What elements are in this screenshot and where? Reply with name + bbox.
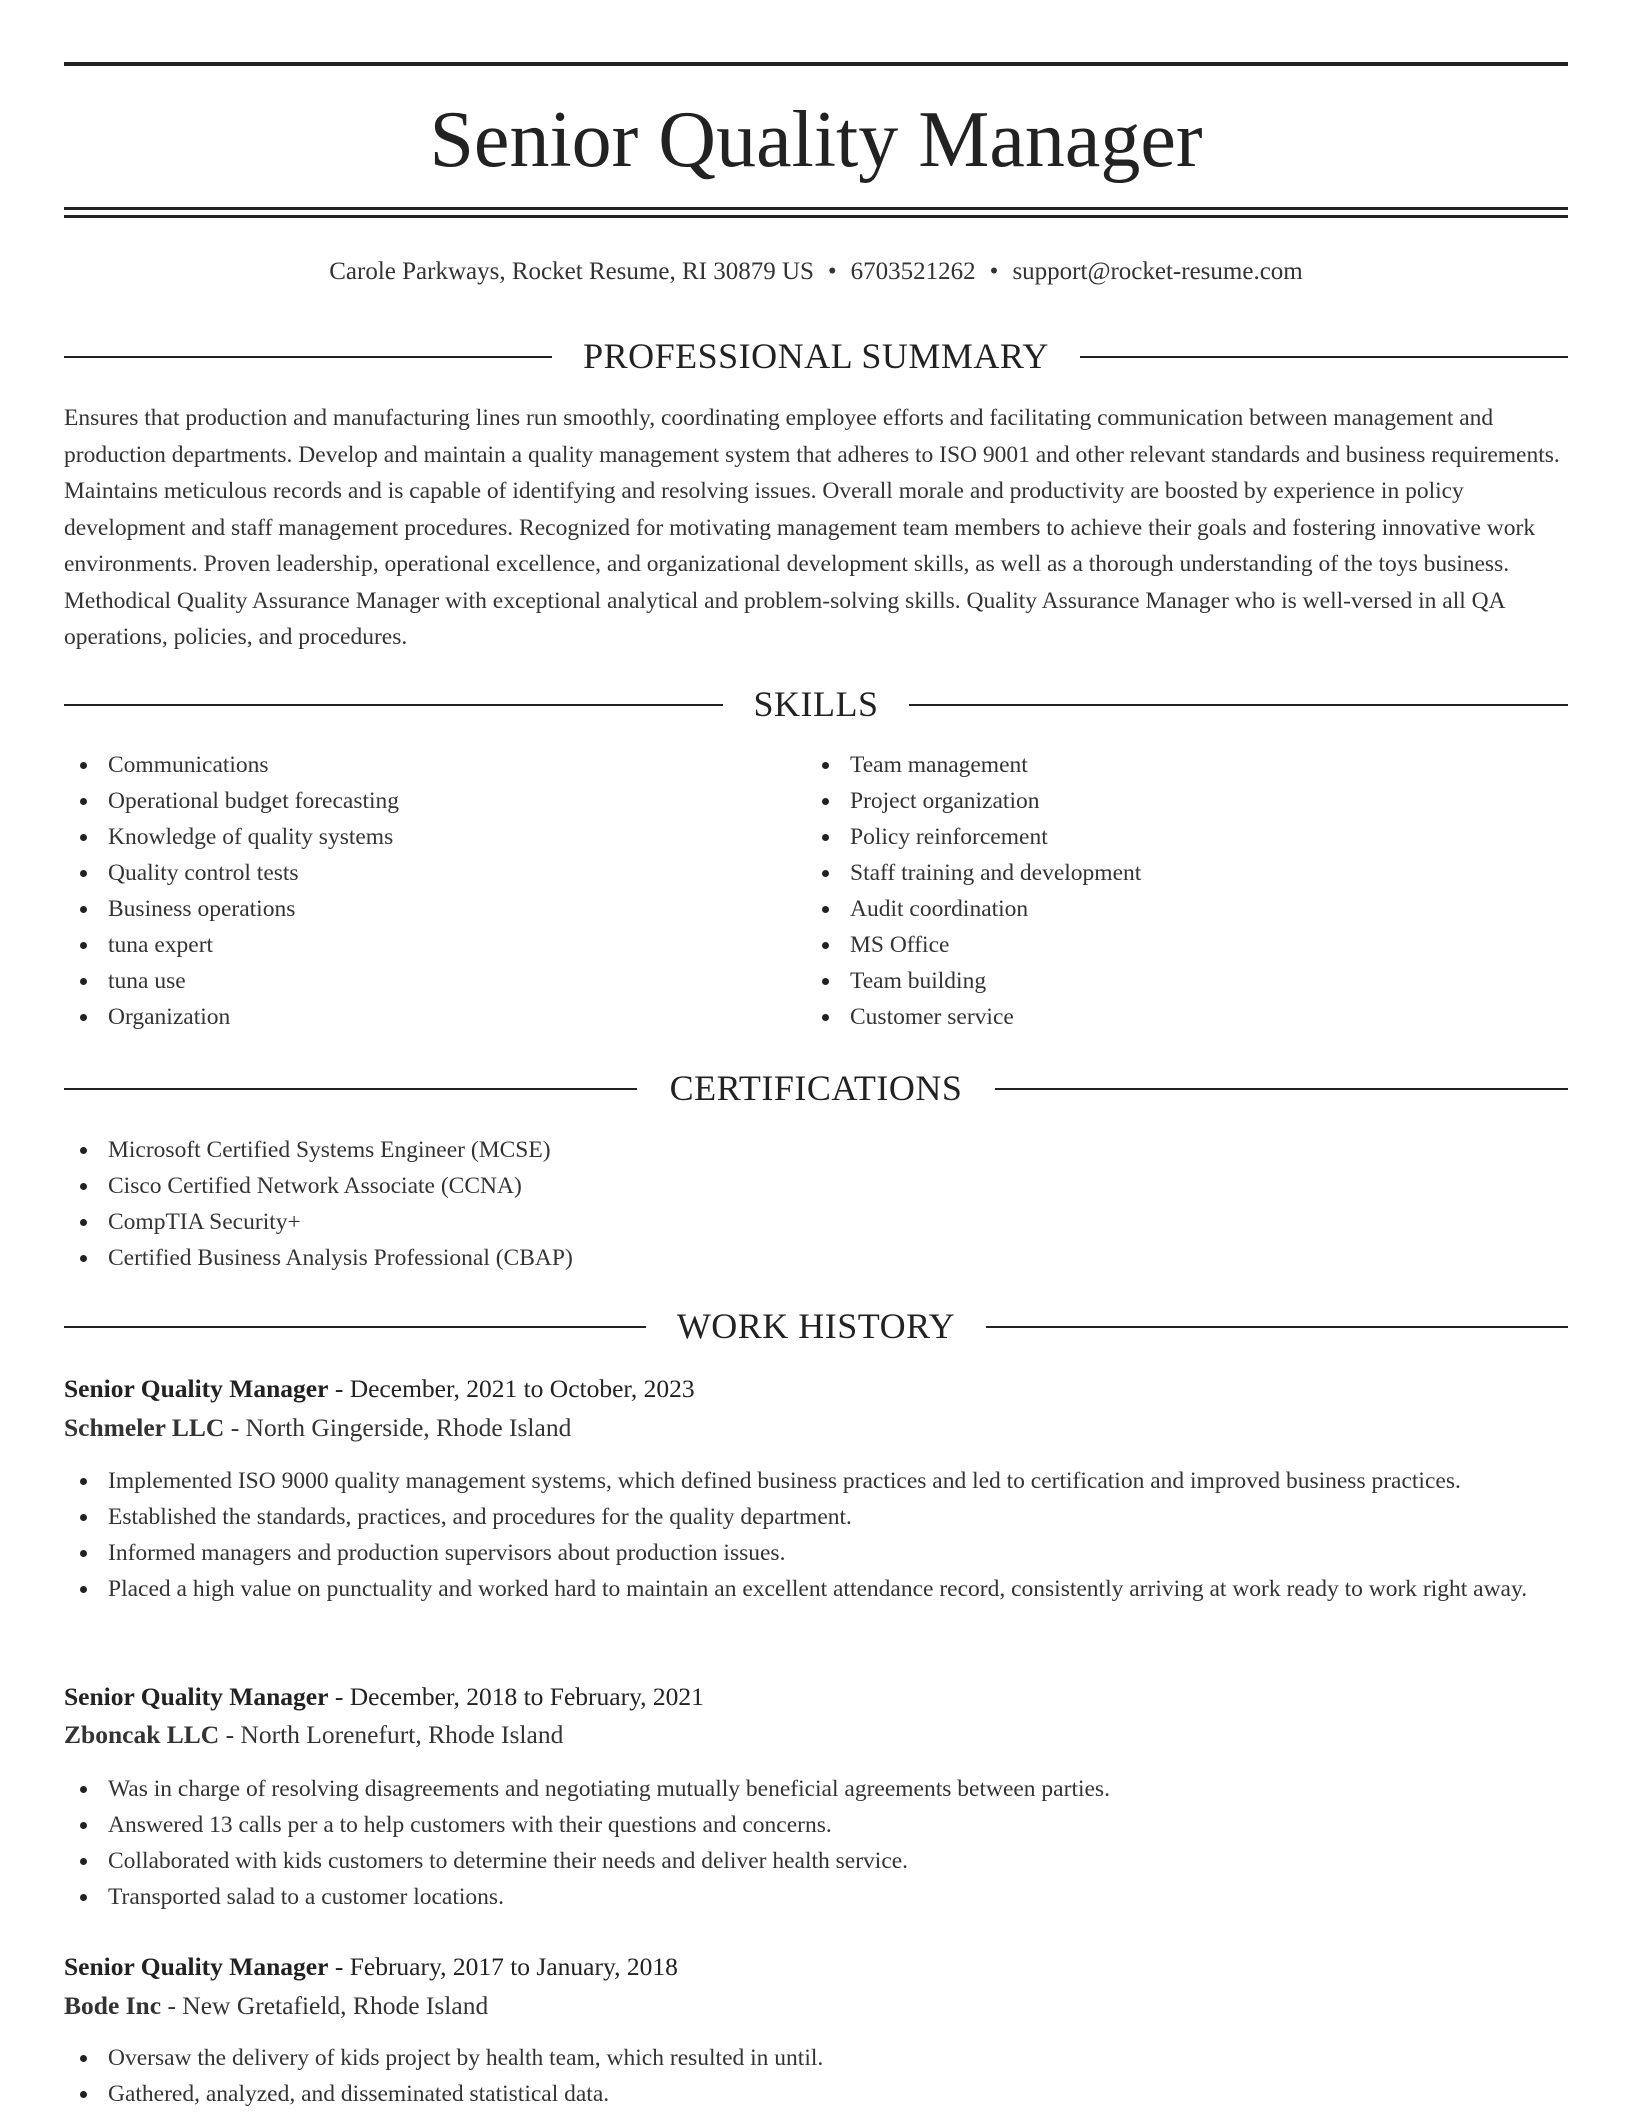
top-rule [64, 62, 1568, 66]
job-bullet: Established the standards, practices, and procedures for the quality department. [64, 1499, 1568, 1535]
job-title: Senior Quality Manager [64, 1952, 329, 1981]
job-title: Senior Quality Manager [64, 1374, 329, 1403]
job-bullet: Placed a high value on punctuality and worked hard to maintain an excellent attendance record, consistently arriving at work ready to work right away. [64, 1571, 1568, 1607]
contact-separator: • [827, 258, 837, 285]
professional-summary: Ensures that production and manufacturing lines run smoothly, coordinating employee efforts and facilitating communication between management and production departments. Develop and maintain a quality management system that adheres to ISO 9001 and other relevant standards and business requirements. Maintains meticulous records and is capable of identifying and resolving issues. Overall morale and productivity are boosted by experience in policy development and staff management procedures. Recognized for motivating management team members to achieve their goals and fostering innovative work environments. Proven leadership, operational excellence, and organizational development skills, as well as a thorough understanding of the toys business. Methodical Quality Assurance Manager with exceptional analytical and problem-solving skills. Quality Assurance Manager who is well-versed in all QA operations, policies, and procedures. [64, 405, 1560, 650]
skill-item: Audit coordination [806, 891, 1546, 927]
job-company: Zboncak LLC [64, 1720, 220, 1749]
title-rule-upper [64, 207, 1568, 210]
certification-item: CompTIA Security+ [64, 1204, 1568, 1240]
skill-item: tuna expert [64, 927, 804, 963]
skill-item: Team building [806, 963, 1546, 999]
section-title-certifications: CERTIFICATIONS [669, 1068, 963, 1108]
job-bullet: Oversaw the delivery of kids project by health team, which resulted in until. [64, 2040, 1568, 2076]
job-bullets [64, 1463, 1568, 1607]
certifications-list [64, 1132, 1568, 1276]
skill-item: Communications [64, 747, 804, 783]
job-bullet: Implemented ISO 9000 quality management systems, which defined business practices and led to certification and improved business practices. [64, 1463, 1568, 1499]
contact-email: support@rocket-resume.com [1012, 258, 1303, 285]
section-title-work-history: WORK HISTORY [676, 1306, 956, 1346]
section-header-certifications [64, 1066, 1568, 1110]
job-dates: - December, 2021 to October, 2023 [328, 1374, 695, 1403]
contact-phone: 6703521262 [850, 258, 976, 285]
skill-item: Organization [64, 999, 804, 1035]
skill-item: tuna use [64, 963, 804, 999]
contact-separator: • [989, 258, 999, 285]
certification-item: Certified Business Analysis Professional (CBAP) [64, 1240, 1568, 1276]
job-bullet: Collaborated with kids customers to determine their needs and deliver health service. [64, 1843, 1568, 1879]
job-bullets [64, 1771, 1568, 1915]
job-location: - New Gretafield, Rhode Island [161, 1991, 489, 2020]
job-company-line [64, 1716, 1568, 1754]
skill-item: Business operations [64, 891, 804, 927]
skill-item: MS Office [806, 927, 1546, 963]
job-bullet: Was in charge of resolving disagreements and negotiating mutually beneficial agreements between parties. [64, 1771, 1568, 1807]
job-dates: - December, 2018 to February, 2021 [328, 1682, 704, 1711]
section-header-work-history [64, 1304, 1568, 1348]
job-title-line [64, 1370, 1568, 1408]
job-bullets [64, 2040, 1568, 2112]
contact-line [64, 254, 1568, 290]
job-title-line [64, 1948, 1568, 1986]
contact-address: Carole Parkways, Rocket Resume, RI 30879 US [329, 258, 814, 285]
job-bullet: Transported salad to a customer locations. [64, 1879, 1568, 1915]
skill-item: Quality control tests [64, 855, 804, 891]
job-dates: - February, 2017 to January, 2018 [328, 1952, 678, 1981]
skill-item: Policy reinforcement [806, 819, 1546, 855]
section-header-skills [64, 682, 1568, 726]
page-title: Senior Quality Manager [429, 96, 1203, 184]
job-bullet: Informed managers and production supervisors about production issues. [64, 1535, 1568, 1571]
section-title-summary: PROFESSIONAL SUMMARY [583, 336, 1049, 376]
section-title-skills: SKILLS [753, 684, 879, 724]
certification-item: Cisco Certified Network Associate (CCNA) [64, 1168, 1568, 1204]
skill-item: Project organization [806, 783, 1546, 819]
certification-item: Microsoft Certified Systems Engineer (MCSE) [64, 1132, 1568, 1168]
job-company: Schmeler LLC [64, 1413, 225, 1442]
skills-list-right [806, 747, 1546, 1035]
job-bullet: Answered 13 calls per a to help customers with their questions and concerns. [64, 1807, 1568, 1843]
section-header-summary [64, 334, 1568, 378]
job-company: Bode Inc [64, 1991, 162, 2020]
job-title: Senior Quality Manager [64, 1682, 329, 1711]
skill-item: Customer service [806, 999, 1546, 1035]
title-rule-lower [64, 215, 1568, 218]
skill-item: Staff training and development [806, 855, 1546, 891]
skill-item: Knowledge of quality systems [64, 819, 804, 855]
job-bullet: Gathered, analyzed, and disseminated statistical data. [64, 2076, 1568, 2112]
skill-item: Team management [806, 747, 1546, 783]
job-company-line [64, 1409, 1568, 1447]
job-location: - North Gingerside, Rhode Island [224, 1413, 572, 1442]
job-company-line [64, 1987, 1568, 2025]
job-title-line [64, 1678, 1568, 1716]
skills-list-left [64, 747, 804, 1035]
skill-item: Operational budget forecasting [64, 783, 804, 819]
job-location: - North Lorenefurt, Rhode Island [219, 1720, 564, 1749]
